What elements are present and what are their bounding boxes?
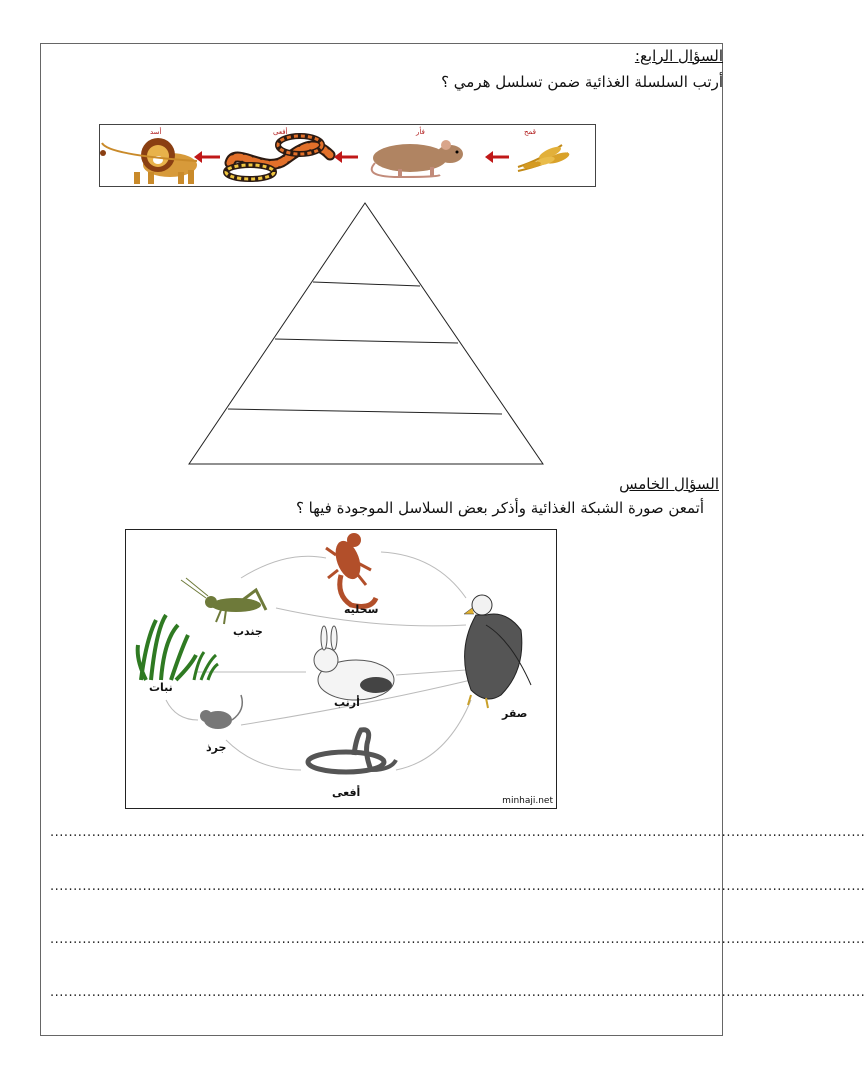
- label-wheat: قمح: [524, 128, 536, 136]
- answer-line-3[interactable]: ................................................................................................................................................................................: [50, 932, 865, 947]
- answer-line-2[interactable]: ................................................................................................................................................................................: [50, 879, 865, 894]
- label-mouse: فأر: [416, 128, 425, 136]
- grasshopper-icon: [181, 578, 266, 624]
- snake-icon: [226, 136, 330, 179]
- lion-icon: [100, 138, 197, 184]
- image-credit: minhaji.net: [502, 796, 553, 806]
- rabbit-icon: [314, 626, 394, 700]
- hawk-icon: [464, 595, 531, 708]
- lizard-icon: [326, 533, 376, 606]
- food-web-image: [125, 529, 557, 809]
- plant-icon: [138, 615, 218, 680]
- question-5-heading: السؤال الخامس: [619, 475, 719, 493]
- label-mouse: جرذ: [206, 741, 227, 754]
- label-lion: أسد: [150, 128, 162, 136]
- question-4-heading: السؤال الرابع:: [634, 47, 723, 65]
- mouse-icon: [372, 140, 463, 177]
- wheat-icon: [518, 144, 571, 171]
- food-pyramid: [188, 202, 546, 466]
- snake-icon: [308, 730, 396, 772]
- question-5-text: أتمعن صورة الشبكة الغذائية وأذكر بعض السلاسل الموجودة فيها ؟: [295, 499, 704, 517]
- label-hawk: صقر: [502, 707, 528, 720]
- food-chain-image: [99, 124, 596, 187]
- label-grasshopper: جندب: [233, 625, 263, 638]
- question-4-text: أرتب السلسلة الغذائية ضمن تسلسل هرمي ؟: [441, 73, 723, 91]
- arrow-icon: [485, 151, 509, 163]
- mouse-icon: [200, 695, 242, 729]
- answer-line-4[interactable]: ................................................................................................................................................................................: [50, 985, 865, 1000]
- arrow-icon: [194, 151, 220, 163]
- label-lizard: سحليه: [344, 603, 379, 616]
- answer-line-1[interactable]: ................................................................................................................................................................................: [50, 825, 865, 840]
- label-rabbit: أرنب: [334, 696, 360, 709]
- label-snake: أفعى: [273, 128, 288, 136]
- label-snake: أفعى: [332, 786, 361, 799]
- label-plant: نبات: [149, 681, 173, 694]
- arrow-icon: [334, 151, 358, 163]
